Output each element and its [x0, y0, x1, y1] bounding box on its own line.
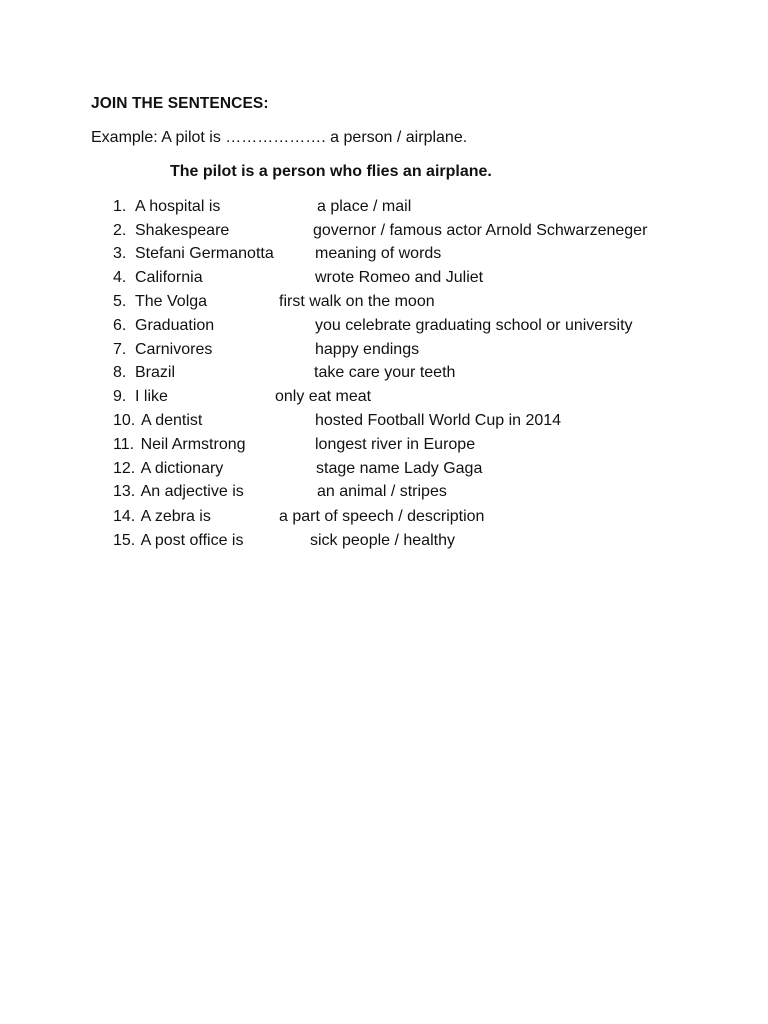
item-subject: Graduation [135, 317, 215, 334]
item-number: 7. [113, 341, 127, 358]
item-number: 4. [113, 269, 127, 286]
list-item [113, 483, 760, 505]
item-subject: Carnivores [135, 341, 213, 358]
list-item [113, 508, 760, 530]
list-item [113, 436, 760, 458]
item-match: an animal / stripes [317, 483, 447, 500]
page-title: JOIN THE SENTENCES: [91, 95, 269, 112]
item-number: 9. [113, 388, 127, 405]
list-item [113, 388, 760, 410]
item-subject: A hospital is [135, 198, 221, 215]
example-sentence: Example: A pilot is ………………. a person / airplane. [91, 129, 468, 146]
item-subject: A zebra is [140, 508, 211, 525]
item-match: sick people / healthy [310, 532, 455, 549]
item-number: 10. [113, 412, 136, 429]
item-match: take care your teeth [314, 364, 456, 381]
list-item [113, 293, 760, 315]
item-match: meaning of words [315, 245, 442, 262]
example-answer: The pilot is a person who flies an airplane. [170, 163, 492, 180]
item-subject: Neil Armstrong [140, 436, 246, 453]
item-number: 13. [113, 483, 136, 500]
item-subject: An adjective is [140, 483, 244, 500]
item-subject: California [135, 269, 203, 286]
item-subject: A post office is [140, 532, 244, 549]
item-match: a place / mail [317, 198, 412, 215]
list-item [113, 532, 760, 554]
item-number: 11. [113, 436, 135, 453]
list-item [113, 269, 760, 291]
item-number: 8. [113, 364, 127, 381]
item-match: first walk on the moon [279, 293, 435, 310]
list-item [113, 341, 760, 363]
item-match: stage name Lady Gaga [316, 460, 483, 477]
list-item [113, 317, 760, 339]
item-match: wrote Romeo and Juliet [315, 269, 484, 286]
item-match: only eat meat [275, 388, 372, 405]
item-number: 2. [113, 222, 127, 239]
item-subject: The Volga [135, 293, 208, 310]
item-number: 5. [113, 293, 127, 310]
list-item [113, 198, 760, 220]
item-subject: Brazil [135, 364, 176, 381]
item-subject: Stefani Germanotta [135, 245, 274, 262]
list-item [113, 245, 760, 267]
item-match: longest river in Europe [315, 436, 476, 453]
item-match: a part of speech / description [279, 508, 485, 525]
list-item [113, 412, 760, 434]
item-number: 3. [113, 245, 127, 262]
list-item [113, 364, 760, 386]
list-item [113, 460, 760, 482]
item-number: 1. [113, 198, 127, 215]
item-subject: A dictionary [140, 460, 224, 477]
item-number: 15. [113, 532, 136, 549]
item-match: happy endings [315, 341, 420, 358]
item-number: 14. [113, 508, 136, 525]
item-subject: I like [135, 388, 168, 405]
list-item [113, 222, 760, 244]
item-subject: A dentist [141, 412, 203, 429]
item-number: 6. [113, 317, 127, 334]
item-number: 12. [113, 460, 136, 477]
item-subject: Shakespeare [135, 222, 230, 239]
item-match: governor / famous actor Arnold Schwarzeneger [313, 222, 648, 239]
item-match: hosted Football World Cup in 2014 [315, 412, 562, 429]
item-match: you celebrate graduating school or university [315, 317, 633, 334]
